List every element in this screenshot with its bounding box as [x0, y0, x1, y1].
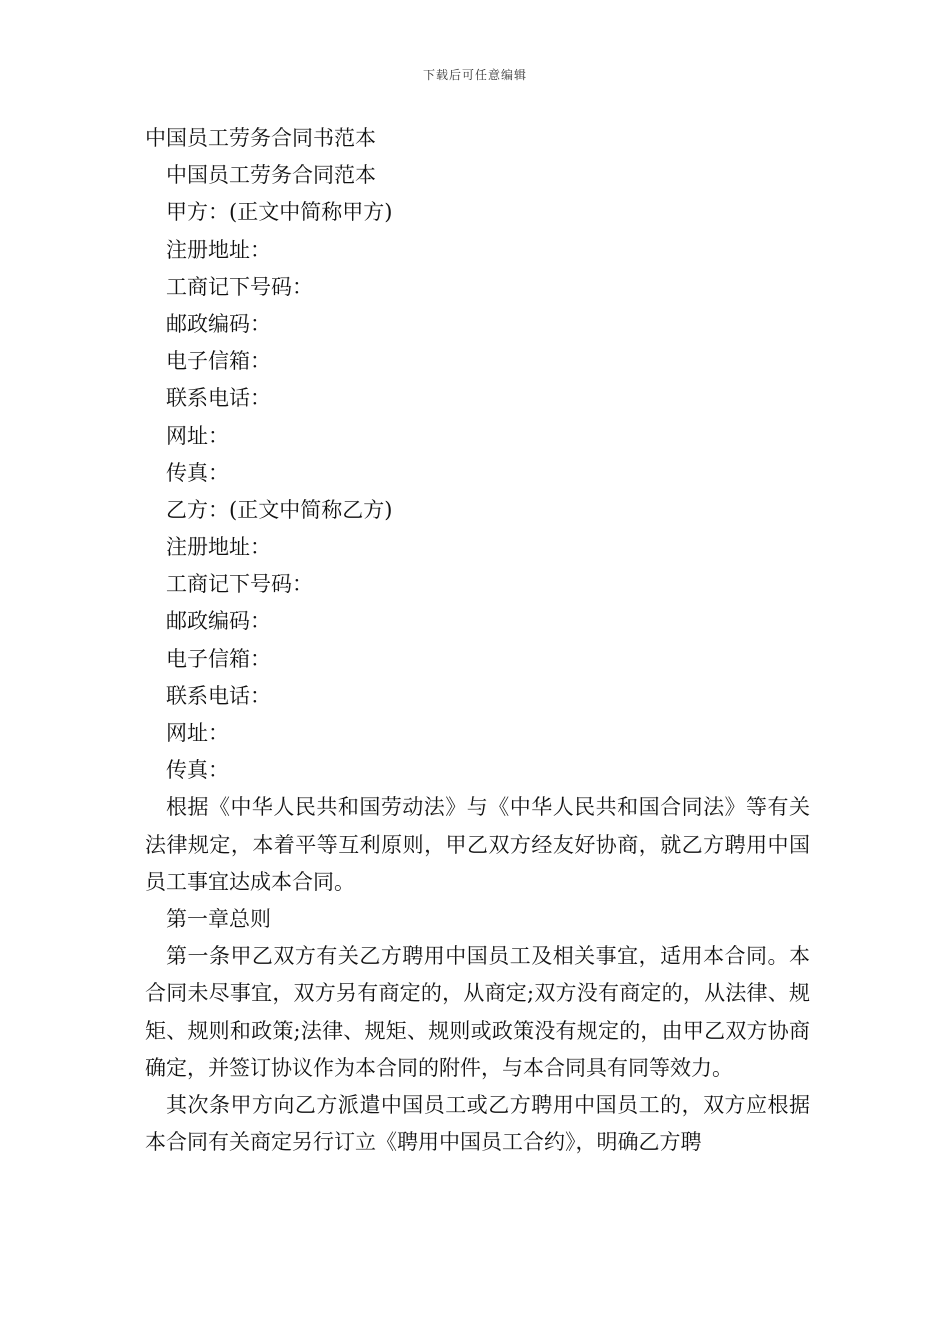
- party-a-registration-number: 工商记下号码：: [166, 274, 313, 299]
- party-b-address: 注册地址：: [166, 535, 271, 560]
- party-b-registration-number: 工商记下号码：: [166, 572, 313, 597]
- party-b-heading: 乙方：(正文中简称乙方): [166, 497, 393, 522]
- party-a-heading: 甲方：(正文中简称甲方): [166, 200, 393, 225]
- party-a-block: [145, 194, 810, 492]
- party-b-postal-code: 邮政编码：: [166, 609, 271, 634]
- party-b-block: [145, 492, 810, 790]
- party-a-fax: 传真：: [166, 460, 229, 485]
- preamble-paragraph: 根据《中华人民共和国劳动法》与《中华人民共和国合同法》等有关法律规定，本着平等互利原则，甲乙双方经友好协商，就乙方聘用中国员工事宜达成本合同。: [145, 795, 810, 894]
- party-a-website: 网址：: [166, 423, 229, 448]
- document-subtitle: 中国员工劳务合同范本: [166, 163, 376, 188]
- header-note: 下载后可任意编辑: [422, 68, 527, 82]
- party-a-address: 注册地址：: [166, 237, 271, 262]
- article-2-paragraph: 其次条甲方向乙方派遣中国员工或乙方聘用中国员工的，双方应根据本合同有关商定另行订立《聘用中国员工合约》，明确乙方聘: [145, 1092, 810, 1155]
- article-1-paragraph: 第一条甲乙双方有关乙方聘用中国员工及相关事宜，适用本合同。本合同未尽事宜，双方另有商定的，从商定;双方没有商定的，从法律、规矩、规则和政策;法律、规矩、规则或政策没有规定的，由甲乙双方协商确定，并签订协议作为本合同的附件，与本合同具有同等效力。: [145, 944, 810, 1080]
- chapter-1-title: 第一章总则: [166, 906, 271, 931]
- document-title: 中国员工劳务合同书范本: [145, 126, 376, 150]
- document-body: [145, 120, 810, 1161]
- party-a-postal-code: 邮政编码：: [166, 311, 271, 336]
- party-b-phone: 联系电话：: [166, 683, 271, 708]
- party-a-email: 电子信箱：: [166, 349, 271, 374]
- party-b-website: 网址：: [166, 721, 229, 745]
- party-b-email: 电子信箱：: [166, 646, 271, 671]
- party-b-fax: 传真：: [166, 758, 229, 783]
- party-a-phone: 联系电话：: [166, 386, 271, 411]
